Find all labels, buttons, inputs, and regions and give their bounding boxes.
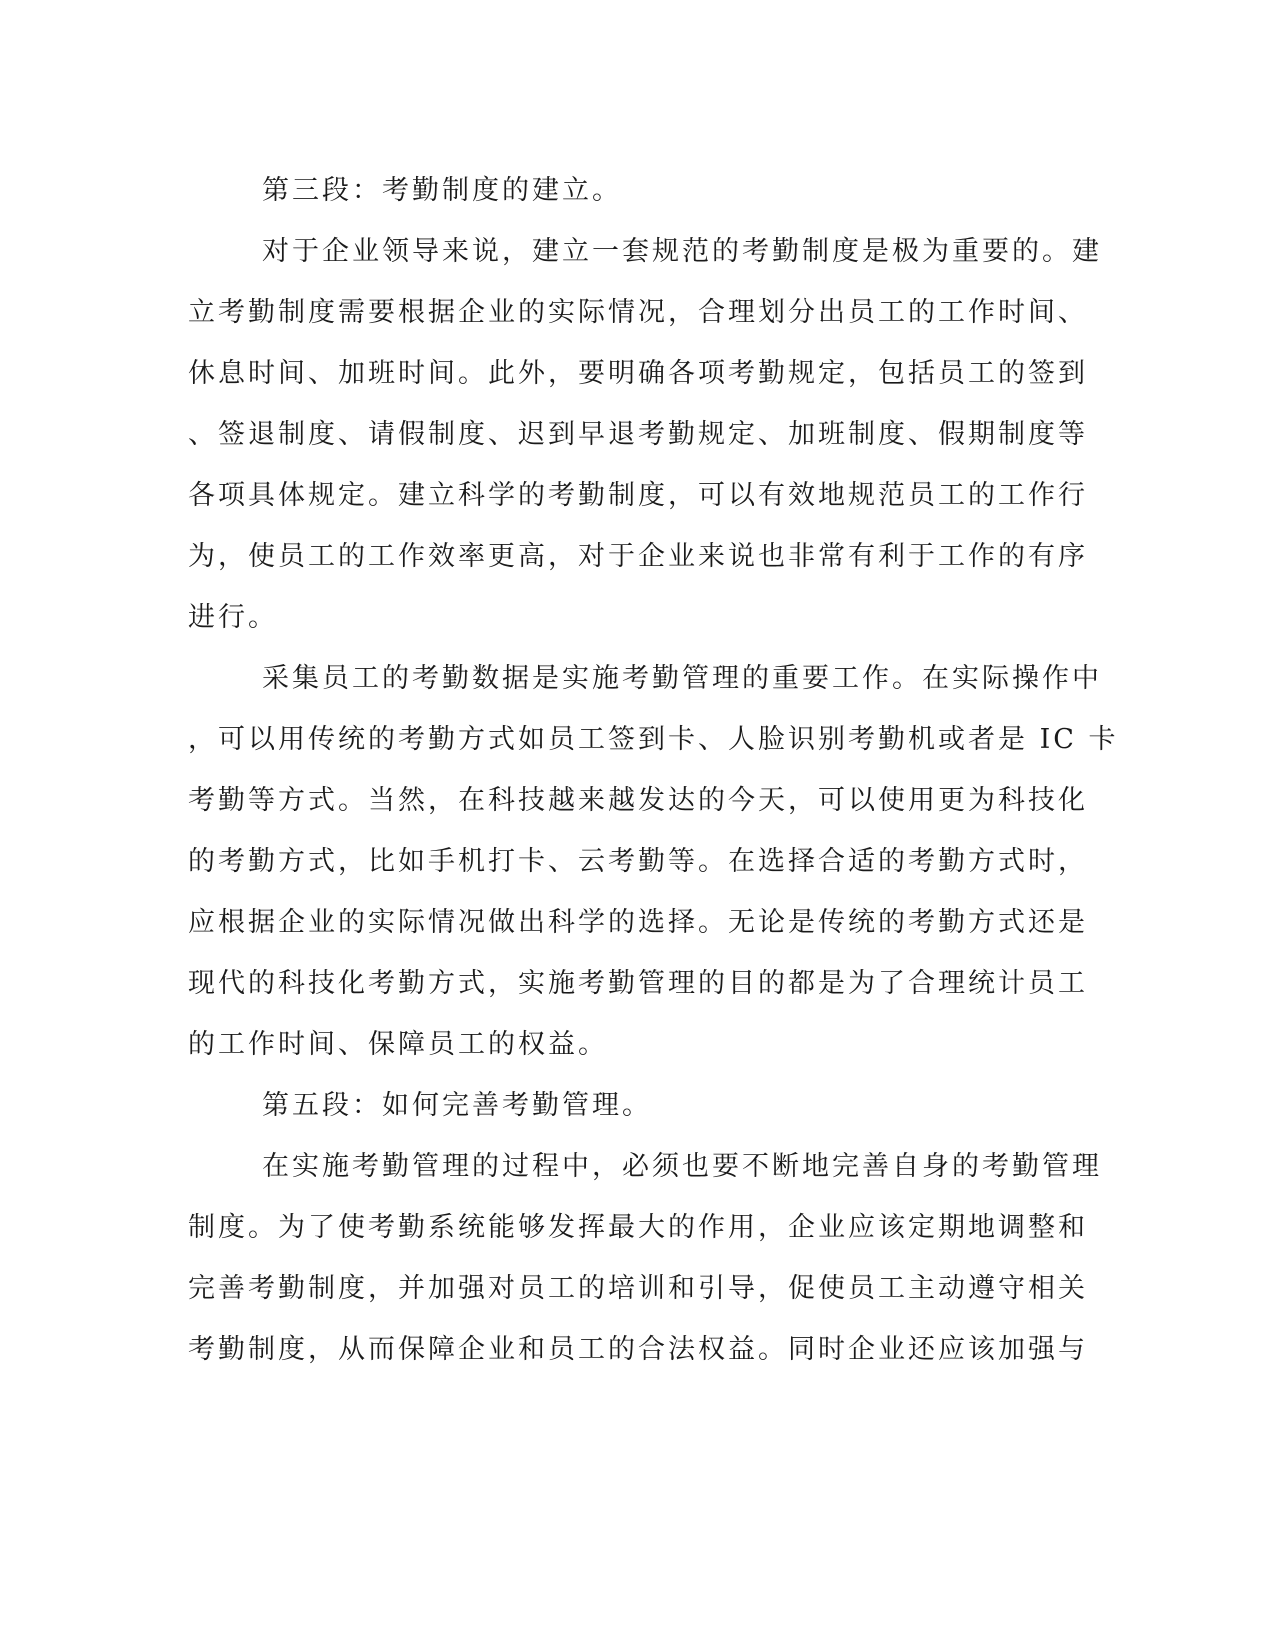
section-heading: 第五段：如何完善考勤管理。 — [262, 1090, 652, 1121]
paragraph-line: 制度。为了使考勤系统能够发挥最大的作用，企业应该定期地调整和 — [188, 1212, 1088, 1243]
paragraph-line: 在实施考勤管理的过程中，必须也要不断地完善自身的考勤管理 — [262, 1151, 1102, 1182]
paragraph-line: 完善考勤制度，并加强对员工的培训和引导，促使员工主动遵守相关 — [188, 1273, 1088, 1304]
paragraph-line: 各项具体规定。建立科学的考勤制度，可以有效地规范员工的工作行 — [188, 480, 1088, 511]
paragraph-line: 立考勤制度需要根据企业的实际情况，合理划分出员工的工作时间、 — [188, 297, 1088, 328]
document-body — [188, 160, 1119, 1380]
paragraph-line: 的考勤方式，比如手机打卡、云考勤等。在选择合适的考勤方式时， — [188, 846, 1088, 877]
paragraph-line: 的工作时间、保障员工的权益。 — [188, 1029, 608, 1060]
paragraph-line: 对于企业领导来说，建立一套规范的考勤制度是极为重要的。建 — [262, 236, 1102, 267]
paragraph-line: 进行。 — [188, 602, 278, 633]
paragraph-line: 、签退制度、请假制度、迟到早退考勤规定、加班制度、假期制度等 — [188, 419, 1088, 450]
section-heading: 第三段：考勤制度的建立。 — [262, 175, 622, 206]
paragraph-line: ，可以用传统的考勤方式如员工签到卡、人脸识别考勤机或者是 IC 卡 — [188, 724, 1119, 755]
paragraph-line: 考勤制度，从而保障企业和员工的合法权益。同时企业还应该加强与 — [188, 1334, 1088, 1365]
paragraph-line: 为，使员工的工作效率更高，对于企业来说也非常有利于工作的有序 — [188, 541, 1088, 572]
paragraph-line: 现代的科技化考勤方式，实施考勤管理的目的都是为了合理统计员工 — [188, 968, 1088, 999]
paragraph-line: 采集员工的考勤数据是实施考勤管理的重要工作。在实际操作中 — [262, 663, 1102, 694]
paragraph-line: 考勤等方式。当然，在科技越来越发达的今天，可以使用更为科技化 — [188, 785, 1088, 816]
paragraph-line: 应根据企业的实际情况做出科学的选择。无论是传统的考勤方式还是 — [188, 907, 1088, 938]
paragraph-line: 休息时间、加班时间。此外，要明确各项考勤规定，包括员工的签到 — [188, 358, 1088, 389]
